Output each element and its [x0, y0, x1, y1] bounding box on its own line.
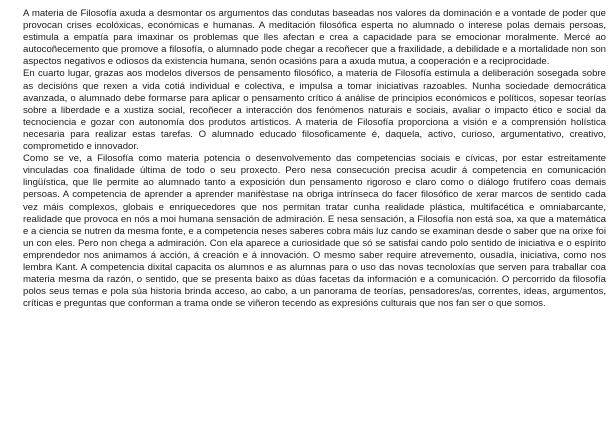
- paragraph-dominacion: A materia de Filosofía axuda a desmontar os argumentos das condutas baseadas nos valores da dominación e a vontade de poder que provocan crises ecolóxicas, económicas e humanas. A meditación filosófica esperta no alumnado o interese polas demais persoas, estimula a empatía para imaxinar os problemas que lles afectan e crea a capacidade para se emocionar moralmente. Mercé ao autocoñecemento que promove a filosofía, o alumnado pode chegar a recoñecer que a fraxilidade, a debilidade e a mortalidade non son aspectos negativos e odiosos da existencia humana, senón ocasións para a axuda mutua, a cooperación e a reciprocidade.: [23, 8, 606, 68]
- paragraph-cuarto-lugar: En cuarto lugar, grazas aos modelos diversos de pensamento filosófico, a materia de Filosofía estimula a deliberación sosegada sobre as decisións que rexen a vida cotiá individual e colectiva, e impulsa a tomar iniciativas razoables. Nunha sociedade democrática avanzada, o alumnado debe formarse para aplicar o pensamento crítico á análise de principios económicos e políticos, sopesar teorías sobre a liberdade e a xustiza social, recoñecer a interacción dos fenómenos naturais e sociais, avaliar o impacto ético e social da tecnociencia e gozar con autonomía dos produtos artísticos. A materia de Filosofía proporciona a visión e a comprensión holística necesaria para realizar estas tarefas. O alumnado educado filosoficamente é, daquela, activo, curioso, argumentativo, creativo, comprometido e innovador.: [23, 68, 606, 153]
- paragraph-competencias: Como se ve, a Filosofía como materia potencia o desenvolvemento das competencias sociais e cívicas, por estar estreitamente vinculadas coa finalidade última de todo o seu proxecto. Pero nesa consecución precisa acudir á competencia en comunicación lingüística, que lle permite ao alumnado tanto a exposición dun pensamento rigoroso e claro como o diálogo frutífero coas demais persoas. A competencia de aprender a aprender manifèstase na obriga intrínseca do facer filosófico de xerar marcos de sentido cada vez máis complexos, globais e enriquecedores que nos permitan tratar cunha realidade plástica, multifacética e omniabarcante, realidade que provoca en nós a moi humana sensación de admiración. E nesa sensación, a Filosofía non está soa, xa que a matemática e a ciencia se nutren da mesma fonte, e a competencia neses saberes cobra máis luz cando se examinan desde o saber que na orixe foi un con eles. Pero non chega a admiración. Con ela aparece a curiosidade que só se satisfai cando polo sentido de iniciativa e o espírito emprendedor nos animamos á acción, á creación e á innovación. O mesmo saber require atrevemento, ousadía, iniciativa, como nos lembra Kant. A competencia dixital capacita os alumnos e as alumnas para o uso das novas tecnoloxías que serven para traballar coa materia mesma da razón, o sentido, que se presenta baixo as dúas facetas da información e a comunicación. O percorrido da filosofía polos seus temas e pola súa historia brinda acceso, ao cabo, a un panorama de teorías, pensadores/as, correntes, ideas, argumentos, críticas e preguntas que conforman a trama onde se viñeron tecendo as expresións culturais que nos fan ser o que somos.: [23, 153, 606, 310]
